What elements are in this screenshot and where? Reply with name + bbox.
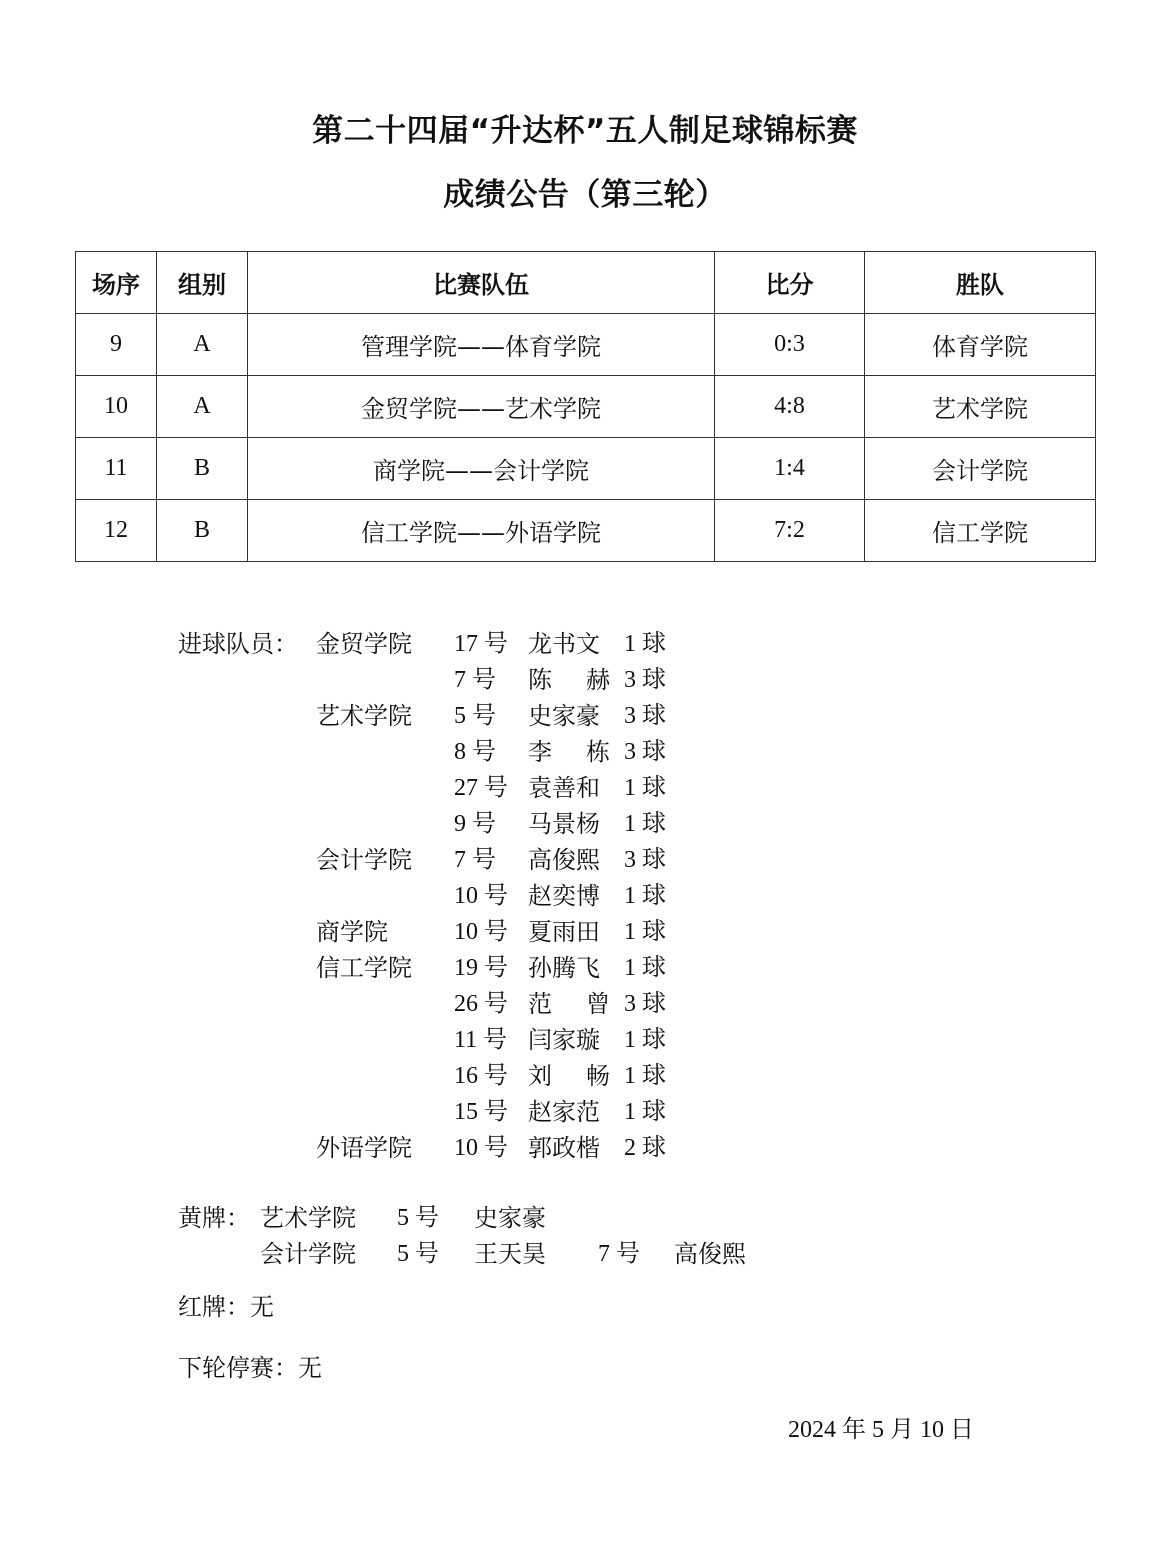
scorer-number: 9 号 [454,811,496,837]
teams-cell: 金贸学院——艺术学院 [248,376,715,438]
scorer-name: 高俊熙 [528,846,600,874]
header-winner: 胜队 [865,252,1096,314]
card-team: 艺术学院 [260,1204,356,1232]
scorer-number: 10 号 [454,883,508,909]
teams-cell: 管理学院——体育学院 [248,314,715,376]
score-cell: 4:8 [715,376,865,438]
card-player-name: 高俊熙 [674,1240,746,1268]
scorer-name: 赵奕博 [528,882,600,910]
header-group: 组别 [157,252,248,314]
winner-cell: 信工学院 [865,500,1096,562]
card-player-number: 5 号 [397,1241,439,1267]
document-title: 第二十四届“升达杯”五人制足球锦标赛 [312,113,858,149]
scorer-name: 马景杨 [528,810,600,838]
scorer-number: 11 号 [454,1027,508,1053]
scorer-goals: 3 球 [624,703,666,729]
scorer-goals: 3 球 [624,847,666,873]
scorer-team: 艺术学院 [316,702,412,730]
card-player-number: 5 号 [397,1205,439,1231]
suspension-line: 下轮停赛：无 [178,1354,322,1382]
scorer-team: 外语学院 [316,1134,412,1162]
scorer-number: 27 号 [454,775,508,801]
table-header-row [76,252,1096,314]
scorer-goals: 3 球 [624,991,666,1017]
scorer-name: 龙书文 [528,630,600,658]
card-player-name: 史家豪 [474,1204,546,1232]
header-teams: 比赛队伍 [248,252,715,314]
scorer-number: 8 号 [454,739,496,765]
table-row [76,500,1096,562]
scorer-goals: 1 球 [624,1027,666,1053]
scorer-name: 夏雨田 [528,918,600,946]
scorer-name: 范曾 [528,990,610,1018]
scorer-goals: 1 球 [624,919,666,945]
scorer-name: 史家豪 [528,702,600,730]
scorer-name: 孙腾飞 [528,954,600,982]
score-cell: 1:4 [715,438,865,500]
scorer-team: 会计学院 [316,846,412,874]
winner-cell: 会计学院 [865,438,1096,500]
header-score: 比分 [715,252,865,314]
match-no-cell: 12 [76,500,157,562]
card-player-number: 7 号 [598,1241,640,1267]
match-no-cell: 11 [76,438,157,500]
group-cell: B [157,438,248,500]
card-player-name: 王天昊 [474,1240,546,1268]
table-row [76,376,1096,438]
scorer-number: 19 号 [454,955,508,981]
teams-cell: 商学院——会计学院 [248,438,715,500]
scorers-label: 进球队员： [178,630,298,658]
scorer-goals: 1 球 [624,811,666,837]
card-team: 会计学院 [260,1240,356,1268]
scorer-number: 7 号 [454,847,496,873]
scorer-goals: 3 球 [624,739,666,765]
scorer-goals: 1 球 [624,955,666,981]
scorer-name: 袁善和 [528,774,600,802]
scorer-name: 李栋 [528,738,610,766]
scorer-name: 郭政楷 [528,1134,600,1162]
match-no-cell: 10 [76,376,157,438]
table-row [76,438,1096,500]
scorer-team: 商学院 [316,918,388,946]
scorer-number: 26 号 [454,991,508,1017]
group-cell: A [157,314,248,376]
scorer-goals: 1 球 [624,883,666,909]
scorer-team: 信工学院 [316,954,412,982]
scorer-name: 陈赫 [528,666,610,694]
group-cell: A [157,376,248,438]
scorer-name: 赵家范 [528,1098,600,1126]
results-table [75,251,1096,562]
scorer-number: 7 号 [454,667,496,693]
scorer-goals: 1 球 [624,1099,666,1125]
document-subtitle: 成绩公告（第三轮） [443,177,727,213]
scorer-number: 10 号 [454,1135,508,1161]
score-cell: 7:2 [715,500,865,562]
group-cell: B [157,500,248,562]
table-row [76,314,1096,376]
red-cards-line: 红牌：无 [178,1293,274,1321]
scorer-team: 金贸学院 [316,630,412,658]
scorer-number: 15 号 [454,1099,508,1125]
match-no-cell: 9 [76,314,157,376]
scorer-name: 闫家璇 [528,1026,600,1054]
score-cell: 0:3 [715,314,865,376]
scorer-name: 刘畅 [528,1062,610,1090]
winner-cell: 艺术学院 [865,376,1096,438]
yellow-cards-label: 黄牌： [178,1204,250,1232]
scorer-goals: 1 球 [624,631,666,657]
scorer-goals: 3 球 [624,667,666,693]
header-match-no: 场序 [76,252,157,314]
scorer-number: 5 号 [454,703,496,729]
teams-cell: 信工学院——外语学院 [248,500,715,562]
scorer-number: 10 号 [454,919,508,945]
scorer-number: 16 号 [454,1063,508,1089]
announcement-date: 2024 年 5 月 10 日 [788,1417,974,1443]
scorer-number: 17 号 [454,631,508,657]
scorer-goals: 1 球 [624,1063,666,1089]
winner-cell: 体育学院 [865,314,1096,376]
scorer-goals: 2 球 [624,1135,666,1161]
scorer-goals: 1 球 [624,775,666,801]
